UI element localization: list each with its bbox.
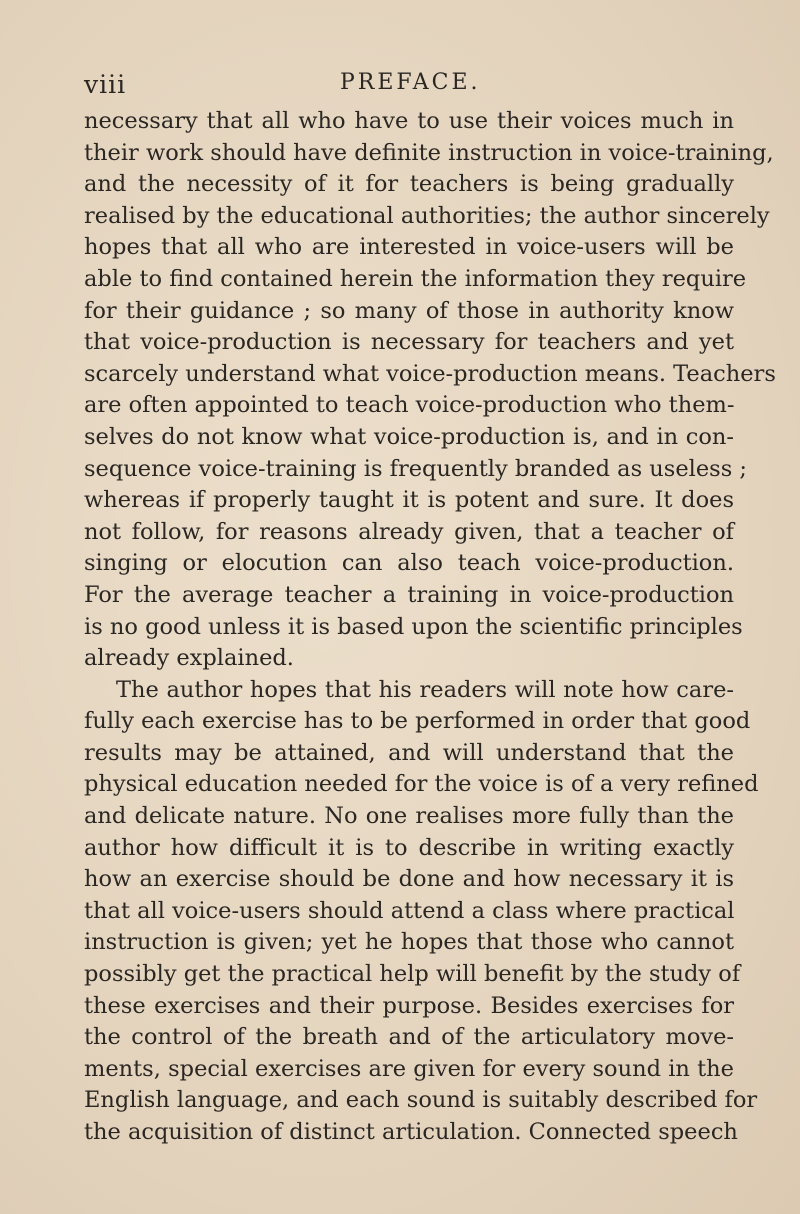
text-line: necessary that all who have to use their voices much in [84, 108, 734, 134]
text-line: results may be attained, and will understand that the [84, 739, 734, 766]
text-line: For the average teacher a training in voice-production [84, 581, 734, 608]
text-line: these exercises and their purpose. Besides exercises for [84, 992, 734, 1019]
body-text [84, 106, 776, 1149]
text-line: the control of the breath and of the articulatory move- [84, 1024, 734, 1051]
text-line: and the necessity of it for teachers is being gradually [84, 171, 734, 198]
text-line: English language, and each sound is suitably described for [84, 1087, 758, 1114]
text-line: possibly get the practical help will benefit by the study of [84, 961, 741, 988]
text-line: ments, special exercises are given for every sound in the [84, 1055, 734, 1082]
text-line: and delicate nature. No one realises more fully than the [84, 803, 734, 830]
text-line: already explained. [84, 645, 294, 672]
text-line: for their guidance ; so many of those in authority know [84, 297, 734, 324]
paragraph-first-line: The author hopes that his readers will note how care- [116, 676, 734, 703]
text-line: singing or elocution can also teach voice-production. [84, 550, 734, 577]
text-line: whereas if properly taught it is potent and sure. It does [84, 487, 734, 514]
text-line: that voice-production is necessary for teachers and yet [84, 329, 734, 356]
text-line: sequence voice-training is frequently branded as useless ; [84, 455, 747, 482]
running-head: PREFACE. [340, 70, 481, 95]
text-line: their work should have definite instruction in voice-training, [84, 139, 774, 166]
text-line: hopes that all who are interested in voice-users will be [84, 234, 734, 261]
page-header [84, 70, 724, 102]
text-line: are often appointed to teach voice-production who them- [84, 392, 735, 419]
text-line: not follow, for reasons already given, that a teacher of [84, 518, 734, 545]
text-line: that all voice-users should attend a class where practical [84, 897, 735, 924]
text-line: how an exercise should be done and how necessary it is [84, 866, 734, 893]
text-line: fully each exercise has to be performed in order that good [84, 708, 751, 735]
text-line: physical education needed for the voice is of a very refined [84, 771, 759, 798]
page-number: viii [84, 70, 127, 99]
text-line: is no good unless it is based upon the scientific principles [84, 613, 743, 640]
text-line: selves do not know what voice-production is, and in con- [84, 423, 734, 450]
text-line: able to find contained herein the information they require [84, 265, 747, 292]
text-line: scarcely understand what voice-production means. Teachers [84, 360, 776, 387]
text-line: author how difficult it is to describe in writing exactly [84, 834, 734, 861]
text-line: the acquisition of distinct articulation. Connected speech [84, 1119, 738, 1145]
text-line: instruction is given; yet he hopes that those who cannot [84, 929, 734, 956]
text-line: realised by the educational authorities; the author sincerely [84, 202, 770, 229]
